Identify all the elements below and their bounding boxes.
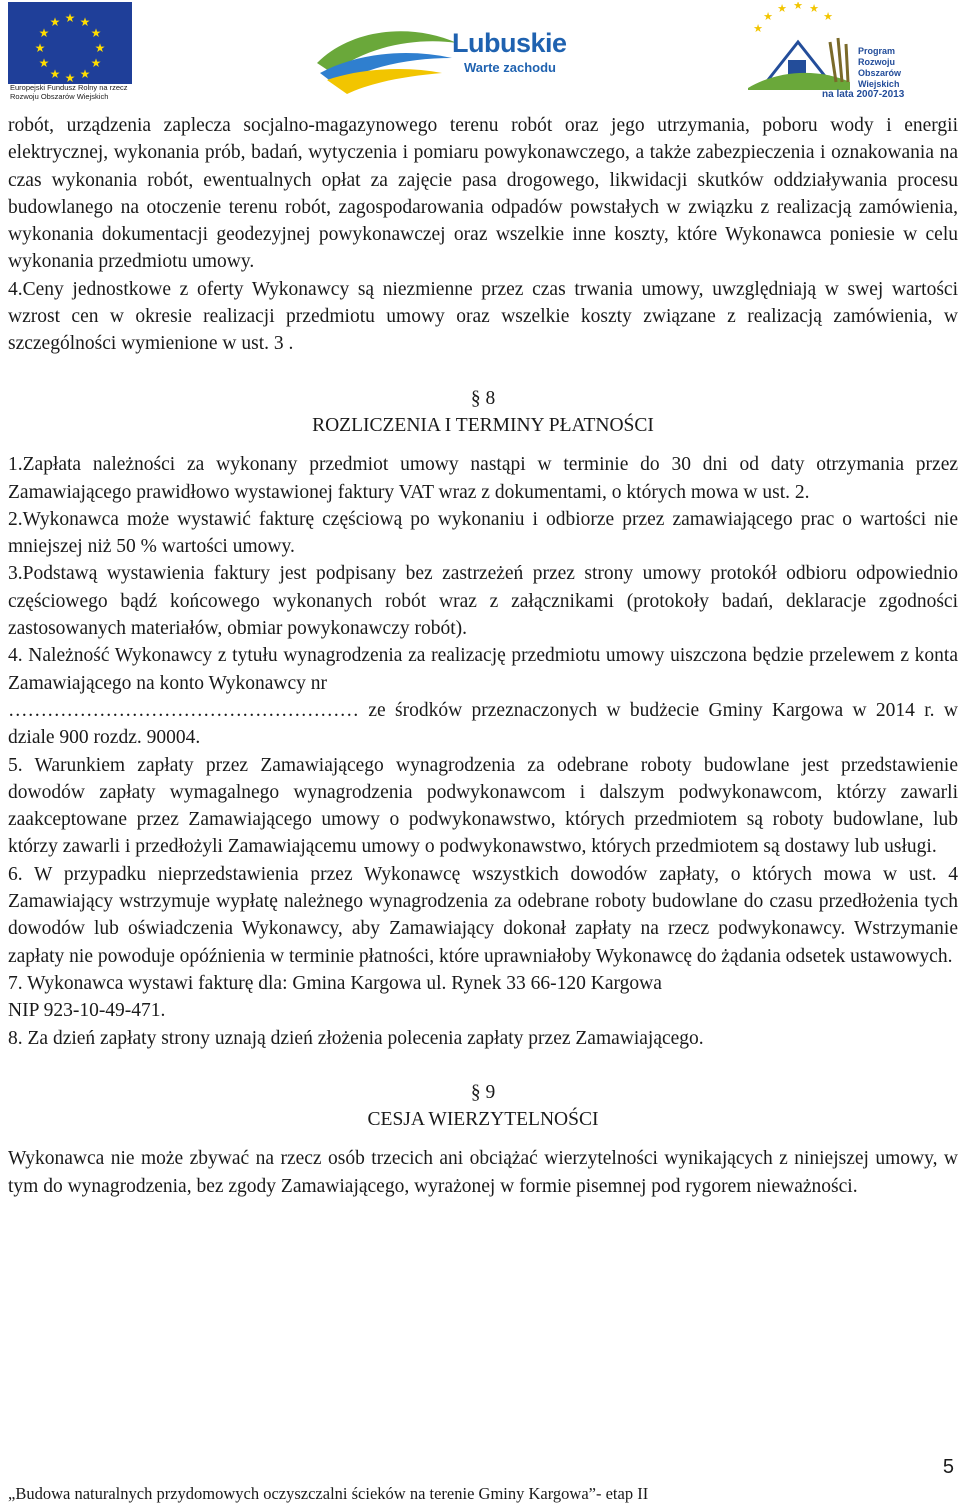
svg-text:★: ★ [79,67,91,81]
svg-text:★: ★ [94,41,106,55]
svg-text:★: ★ [34,41,46,55]
eu-logo-caption: Europejski Fundusz Rolny na rzecz Rozwoju Obszarów Wiejskich [10,83,128,101]
section-9-number: § 9 [470,1081,496,1103]
footer-title: „Budowa naturalnych przydomowych oczyszczalni ścieków na terenie Gminy Kargowa”- etap II [8,1484,649,1503]
svg-text:★: ★ [38,26,50,40]
section-8-paragraph-4b: ……………………………………………… ze środków przeznaczonych w budżecie Gminy Kargowa w 2014 r. w dziale 900 rozdz. 90004. [8,699,958,749]
section-8-paragraph-7b: NIP 923-10-49-471. [8,1000,166,1022]
prow-logo [738,2,956,106]
svg-text:★: ★ [49,15,61,29]
section-8-paragraph-6: 6. W przypadku nieprzedstawienia przez Wykonawcę wszystkich dowodów zapłaty, o których mowa w ust. 4 Zamawiający wstrzymuje wypłatę należnego wynagrodzenia za odebrane roboty budowlane do czasu przedłożenia tych dowodów lub oświadczenia Wykonawcy, aby Zamawiający dokonał zapłaty na rzecz podwykonawcy. Wstrzymanie zapłaty nie powoduje opóźnienia w terminie płatności, które uprawniałoby Wykonawcę do żądania odsetek ustawowych. [8,863,958,967]
svg-text:★: ★ [38,56,50,70]
lubuskie-emblem-icon [312,18,462,98]
prow-years: na lata 2007-2013 [822,89,905,100]
section-8-paragraph-3: 3.Podstawą wystawienia faktury jest podpisany bez zastrzeżeń przez strony umowy protokół odbioru odpowiednio częściowego bądź końcowego wykonanych robót wraz z załącznikami (protokoły badań, deklaracje zgodności zastosowanych materiałów, obmiar powykonawczy robót). [8,563,958,640]
section-8-paragraph-5: 5. Warunkiem zapłaty przez Zamawiającego wynagrodzenia za odebrane roboty budowlane jest przedstawienie dowodów zapłaty wymagalnego wynagrodzenia podwykonawcom i dalszym podwykonawcom, którzy zawarli zaakceptowane przez Zamawiającego umowy o podwykonawstwo, których przedmiotem są roboty budowlane, lub którzy zawarli i przedłożyli Zamawiającemu umowy o podwykonawstwo, których przedmiotem są dostawy lub usługi. [8,754,958,858]
section-8-paragraph-7a: 7. Wykonawca wystawi fakturę dla: Gmina Kargowa ul. Rynek 33 66-120 Kargowa [8,972,662,994]
svg-text:★: ★ [777,2,787,15]
paragraph-intro: robót, urządzenia zaplecza socjalno-magazynowego terenu robót oraz jego utrzymania, poboru wody i energii elektrycznej, wykonania prób, badań, wytyczenia i pomiaru powykonawczego, a także zabezpieczenia i oznakowania na czas wykonania robót, ewentualnych opłat za zajęcie pasa drogowego, likwidacji skutków oddziaływania procesu budowlanego na otoczenie terenu robót, zagospodarowania odpadów powstałych w związku z realizacją zamówienia, wykonania dokumentacji geodezyjnej powykonawczej oraz wszelkie inne koszty, które Wykonawca poniesie w celu wykonania przedmiotu umowy. [8,115,958,273]
svg-text:★: ★ [64,71,76,84]
spacer [8,1052,958,1079]
lubuskie-name: Lubuskie [452,28,567,58]
lubuskie-logo [312,18,580,106]
lubuskie-tagline: Warte zachodu [464,60,556,75]
section-8-title: ROZLICZENIA I TERMINY PŁATNOŚCI [312,414,654,436]
svg-text:★: ★ [90,26,102,40]
svg-text:★: ★ [763,10,773,23]
eu-flag-icon [8,2,132,84]
spacer [8,358,958,385]
svg-text:★: ★ [49,67,61,81]
section-9-paragraph-1: Wykonawca nie może zbywać na rzecz osób trzecich ani obciążać wierzytelności wynikających z niniejszej umowy, w tym do wynagrodzenia, bez zgody Zamawiającego, wyrażonej w formie pisemnej pod rygorem nieważności. [8,1148,958,1197]
prow-name: Program Rozwoju Obszarów Wiejskich [858,46,902,89]
svg-text:★: ★ [753,22,763,35]
svg-text:★: ★ [90,56,102,70]
section-8-number: § 8 [470,387,496,409]
svg-text:★: ★ [79,15,91,29]
paragraph-4: 4.Ceny jednostkowe z oferty Wykonawcy są niezmienne przez czas trwania umowy, uwzględniają w swej wartości wzrost cen w okresie realizacji przedmiotu umowy oraz wszelkie koszty związane z realizacją zamówienia, w szczególności wymienione w ust. 3 . [8,278,958,355]
svg-text:★: ★ [823,10,833,23]
svg-text:★: ★ [64,11,76,25]
page-header [0,0,960,108]
section-9-title: CESJA WIERZYTELNOŚCI [367,1109,599,1131]
document-body [8,112,958,1200]
svg-text:★: ★ [793,2,803,12]
eu-logo [8,2,134,106]
section-8-paragraph-8: 8. Za dzień zapłaty strony uznają dzień złożenia polecenia zapłaty przez Zamawiającego. [8,1027,704,1049]
section-8-paragraph-1: 1.Zapłata należności za wykonany przedmiot umowy nastąpi w terminie do 30 dni od daty otrzymania przez Zamawiającego prawidłowo wystawionej faktury VAT wraz z dokumentami, o których mowa w ust. 2. [8,454,958,503]
section-8-paragraph-4a: 4. Należność Wykonawcy z tytułu wynagrodzenia za realizację przedmiotu umowy uiszczona będzie przelewem z konta Zamawiającego na konto Wykonawcy nr [8,645,958,694]
page-number: 5 [942,1456,954,1478]
section-8-paragraph-2: 2.Wykonawca może wystawić fakturę częściową po wykonaniu i odbiorze przez zamawiającego prac o wartości nie mniejszej niż 50 % wartości umowy. [8,508,958,558]
prow-emblem-icon [738,2,858,90]
svg-text:★: ★ [809,2,819,15]
